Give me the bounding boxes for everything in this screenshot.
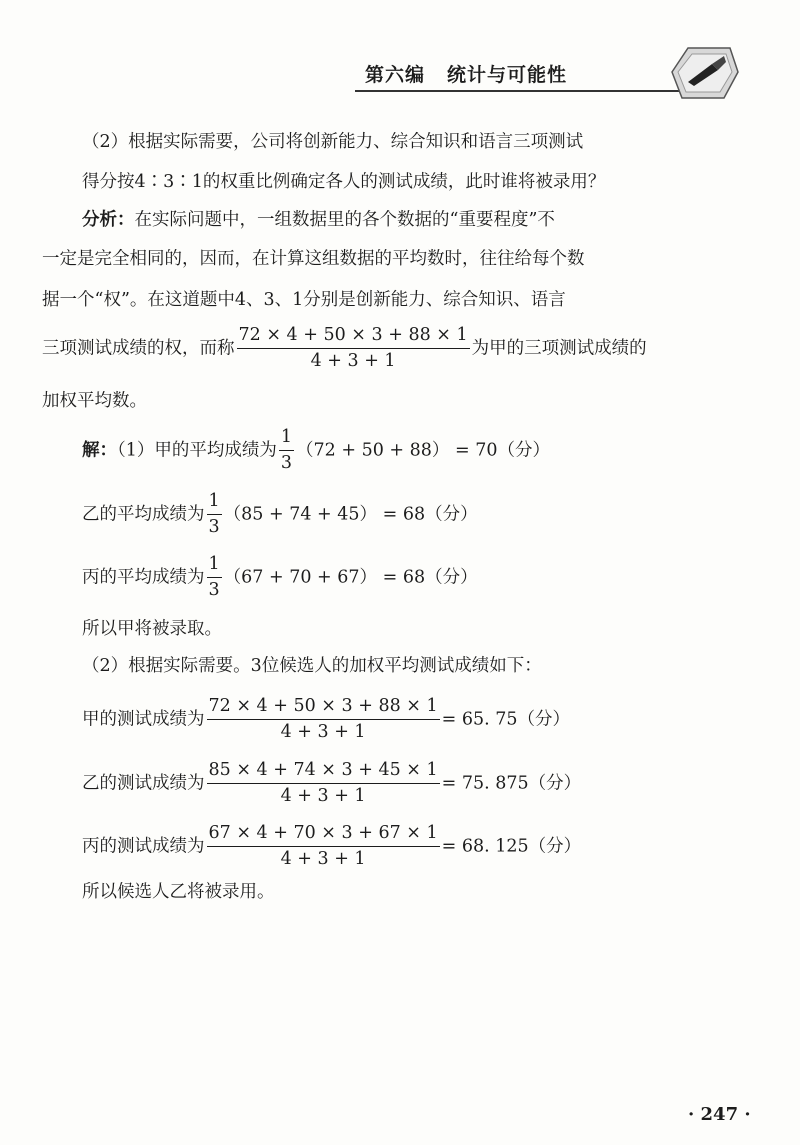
weighted-result: = 68. 125（分） (441, 836, 582, 857)
analysis-line-4 (42, 326, 647, 372)
conclusion-2: 所以候选人乙将被录用。 (82, 882, 275, 902)
analysis-line-1 (82, 212, 555, 230)
fraction-numerator: 72 × 4 + 50 × 3 + 88 × 1 (207, 697, 440, 720)
weighted-score-bing (82, 824, 581, 870)
analysis-label: 分析： (82, 210, 135, 230)
average-result: = 70（分） (455, 440, 550, 461)
fraction-numerator: 72 × 4 + 50 × 3 + 88 × 1 (237, 326, 470, 349)
question-line-1: （2）根据实际需要，公司将创新能力、综合知识和语言三项测试 (82, 132, 584, 152)
weighted-label: 丙的测试成绩为 (82, 836, 205, 857)
one-third-fraction (207, 492, 222, 538)
fraction-numerator: 1 (207, 555, 222, 578)
one-third-fraction (279, 428, 294, 474)
solution-average-bing (82, 555, 478, 601)
weighted-label: 乙的测试成绩为 (82, 773, 205, 794)
fraction-numerator: 85 × 4 + 74 × 3 + 45 × 1 (207, 761, 440, 784)
weighted-score-jia (82, 697, 570, 743)
average-result: = 68（分） (382, 504, 478, 525)
section-label: 第六编 (365, 64, 426, 86)
fraction-denominator: 3 (208, 580, 220, 601)
analysis-line-5: 加权平均数。 (42, 391, 147, 411)
weighted-result: = 75. 875（分） (441, 773, 582, 794)
fraction-denominator: 4 + 3 + 1 (310, 351, 396, 372)
fraction-denominator: 3 (208, 517, 220, 538)
chapter-title: 统计与可能性 (447, 64, 568, 86)
average-expression: （67 + 70 + 67） (223, 567, 378, 588)
analysis-line-2: 一定是完全相同的，因而，在计算这组数据的平均数时，往往给每个数 (42, 249, 585, 269)
question-line-2: 得分按4∶3∶1的权重比例确定各人的测试成绩，此时谁将被录用？ (82, 172, 606, 192)
solution-label: 解： (82, 440, 117, 461)
fraction-numerator: 1 (279, 428, 294, 451)
average-expression: （72 + 50 + 88） (296, 440, 450, 461)
average-expression: （85 + 74 + 45） (223, 504, 378, 525)
fraction-denominator: 4 + 3 + 1 (280, 849, 366, 870)
analysis-weighted-fraction (237, 326, 470, 372)
weighted-fraction (207, 697, 440, 743)
weighted-score-yi (82, 761, 581, 807)
fraction-denominator: 3 (280, 453, 293, 474)
fraction-numerator: 1 (207, 492, 222, 515)
average-result: = 68（分） (382, 567, 478, 588)
solution-average-yi (82, 492, 478, 538)
one-third-fraction (207, 555, 222, 601)
analysis-text-1: 在实际问题中，一组数据里的各个数据的“重要程度”不 (134, 210, 555, 230)
weighted-result: = 65. 75（分） (441, 709, 571, 730)
solution-average-jia (82, 428, 550, 474)
weighted-fraction (207, 761, 440, 807)
fraction-denominator: 4 + 3 + 1 (280, 786, 366, 807)
average-label: 丙的平均成绩为 (82, 567, 205, 588)
analysis-text-4a: 三项测试成绩的权，而称 (42, 338, 235, 359)
part2-intro: （2）根据实际需要。3位候选人的加权平均测试成绩如下： (82, 656, 542, 676)
fraction-numerator: 67 × 4 + 70 × 3 + 67 × 1 (207, 824, 440, 847)
average-label: 乙的平均成绩为 (82, 504, 205, 525)
weighted-label: 甲的测试成绩为 (82, 709, 205, 730)
fraction-denominator: 4 + 3 + 1 (280, 722, 366, 743)
analysis-text-4b: 为甲的三项测试成绩的 (471, 338, 647, 359)
analysis-line-3: 据一个“权”。在这道题中4、3、1分别是创新能力、综合知识、语言 (42, 290, 566, 310)
page-number: · 247 · (688, 1104, 751, 1125)
part1-prefix: （1） (117, 440, 155, 461)
average-label: 甲的平均成绩为 (154, 440, 277, 461)
header-rule (355, 90, 685, 92)
chapter-header (365, 60, 567, 87)
chapter-emblem-icon (668, 42, 740, 102)
conclusion-1: 所以甲将被录取。 (82, 619, 222, 639)
weighted-fraction (207, 824, 440, 870)
